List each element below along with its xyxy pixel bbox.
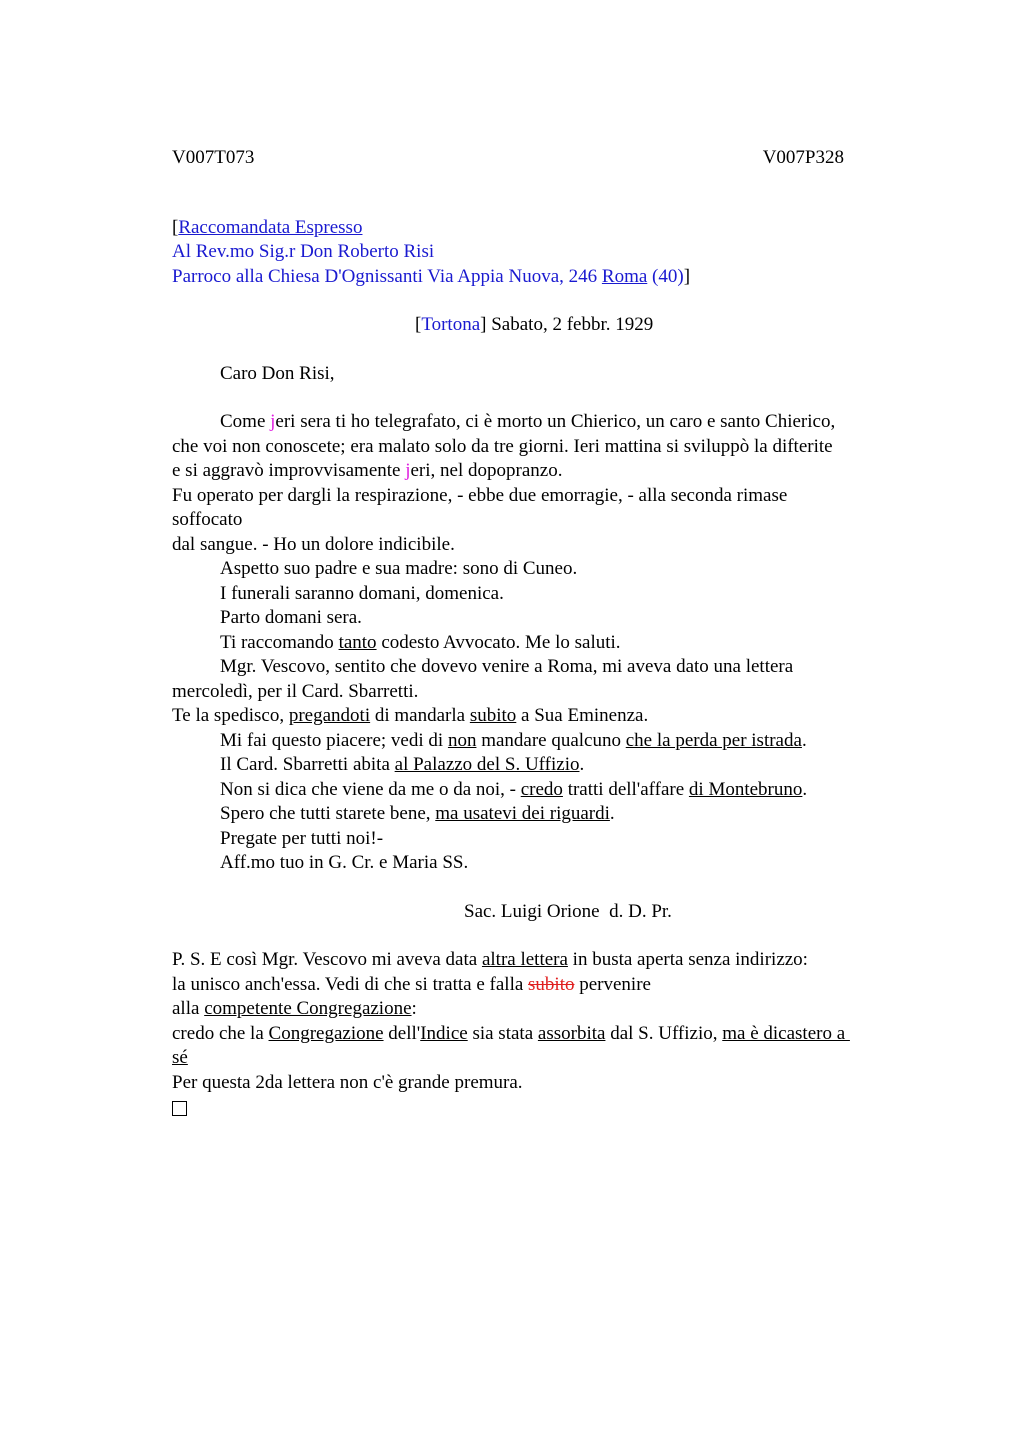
date-text: ] Sabato, 2 febbr. 1929 bbox=[480, 314, 654, 335]
date-line: [Tortona] Sabato, 2 febbr. 1929 bbox=[415, 314, 654, 335]
postscript: P. S. E così Mgr. Vescovo mi aveva data altra lettera in busta aperta senza indirizzo: la unisco anch'essa. Vedi di che si tratta e falla subito pervenire alla competente Congregazione: credo che la Congregazione dell'Indice sia stata assorbita dal S. Uffizio, ma è dicastero a sé Per questa 2da lettera non c'è grande premura. bbox=[172, 948, 912, 1124]
address-line-1: Raccomandata Espresso bbox=[178, 216, 363, 238]
document-ids bbox=[172, 146, 844, 171]
closing: Aff.mo tuo in G. Cr. e Maria SS. bbox=[220, 852, 469, 873]
correction-mark: j bbox=[405, 460, 411, 481]
right-id: V007P328 bbox=[762, 147, 844, 168]
address-line-2: Al Rev.mo Sig.r Don Roberto Risi bbox=[172, 241, 435, 262]
address-close-bracket: ] bbox=[683, 265, 691, 287]
struck-word: subito bbox=[528, 973, 575, 995]
address-block bbox=[172, 216, 912, 290]
letter-page bbox=[172, 146, 912, 1124]
empty-square-icon bbox=[172, 1101, 187, 1116]
address-open-bracket: [ bbox=[172, 216, 179, 238]
address-zone: (40) bbox=[647, 265, 684, 287]
salutation: Caro Don Risi, bbox=[220, 362, 335, 384]
signature: Sac. Luigi Orione d. D. Pr. bbox=[464, 900, 672, 922]
left-id: V007T073 bbox=[172, 147, 255, 168]
date-place: Tortona bbox=[421, 314, 481, 335]
correction-mark: j bbox=[270, 411, 276, 432]
address-city: Roma bbox=[601, 265, 648, 287]
address-line-3: Parroco alla Chiesa D'Ognissanti Via Appia Nuova, 246 bbox=[172, 265, 602, 287]
letter-body: Come jeri sera ti ho telegrafato, ci è morto un Chierico, un caro e santo Chierico, che voi non conoscete; era malato solo da tre giorni. Ieri mattina si sviluppò la difterite e si aggravò improvvisamente jeri, nel dopopranzo. Fu operato per dargli la respirazione, - ebbe due emorragie, - alla seconda rimase soffocato dal sangue. - Ho un dolore indicibile. Aspetto suo padre e sua madre: sono di Cuneo. I funerali saranno domani, domenica. Parto domani sera. Ti raccomando tanto codesto Avvocato. Me lo saluti. Mgr. Vescovo, sentito che dovevo venire a Roma, mi aveva dato una lettera mercoledì, per il Card. Sbarretti. Te la spedisco, pregandoti di mandarla subito a Sua Eminenza. Mi fai questo piacere; vedi di non mandare qualcuno che la perda per istrada. Il Card. Sbarretti abita al Palazzo del S. Uffizio. Non si dica che viene da me o da noi, - credo tratti dell'affare di Montebruno. Spero che tutti starete bene, ma usatevi dei riguardi. Pregate per tutti noi!- Aff.mo tuo in G. Cr. e Maria SS. bbox=[172, 410, 912, 876]
